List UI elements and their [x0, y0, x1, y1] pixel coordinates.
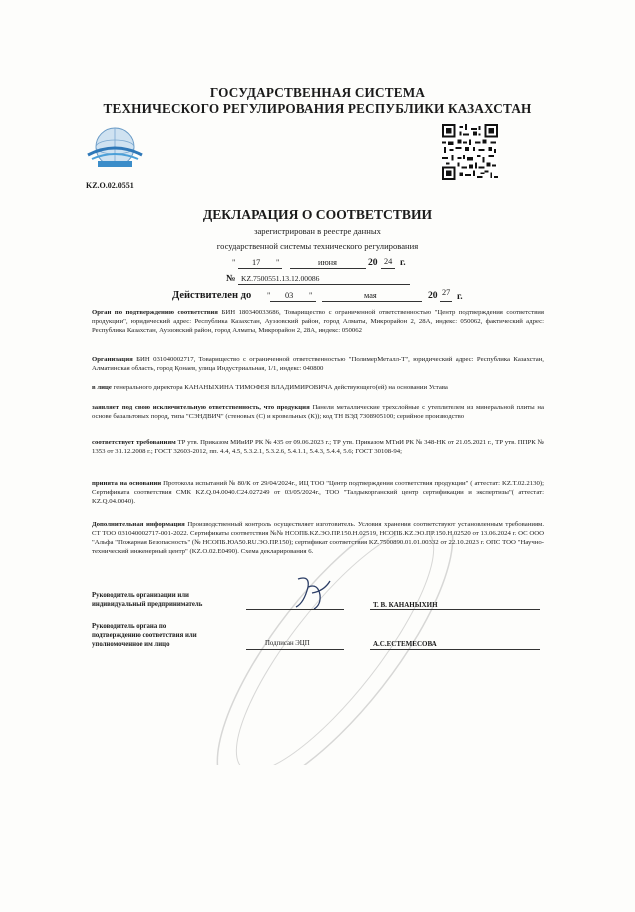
valid-close-quote: " — [309, 291, 313, 300]
organ-label: Орган по подтверждению соответствия — [92, 309, 218, 316]
valid-year-underline — [440, 301, 452, 302]
organ-signature-line — [246, 649, 344, 650]
valid-open-quote: " — [267, 291, 271, 300]
organ-name-line — [370, 649, 540, 650]
document-title: ДЕКЛАРАЦИЯ О СООТВЕТСТВИИ — [202, 207, 433, 222]
valid-month: мая — [364, 291, 377, 300]
stamp-watermark-icon — [170, 535, 500, 765]
declares-label: заявляет под свою исключительную ответственность, что продукция — [92, 404, 310, 411]
reg-day-underline — [238, 268, 282, 269]
valid-day-underline — [270, 301, 316, 302]
reg-year-underline — [381, 268, 395, 269]
reg-number-underline — [238, 284, 410, 285]
organization-label: Организация — [92, 356, 133, 363]
reg-year-prefix: 20 — [368, 257, 378, 268]
organ-head-label-1: Руководитель органа по — [92, 623, 167, 630]
representative-section — [92, 384, 544, 393]
organization-text: БИН 031040002717, Товарищество с ограниченной ответственностью "ПолимерМеталл-Т", юридический адрес: Республика Казахстан, Алматинская область, город Қонаев, улица Индустриальная, 1/1, индекс: 040800 — [92, 356, 544, 372]
close-quote: " — [276, 258, 280, 267]
subtitle-line-2: государственной системы технического регулирования — [216, 241, 419, 251]
requirements-section — [92, 439, 544, 457]
valid-year-prefix: 20 — [428, 290, 438, 301]
header-line-1: ГОСУДАРСТВЕННАЯ СИСТЕМА — [209, 85, 426, 100]
registry-number: KZ.O.02.0551 — [86, 181, 134, 190]
basis-section — [92, 480, 544, 507]
reg-year-suffix: 24 — [384, 257, 393, 266]
reg-month: июня — [318, 258, 337, 267]
reg-month-underline — [290, 268, 366, 269]
eds-signed: Подписан ЭЦП — [265, 640, 310, 647]
reg-year-label: г. — [400, 257, 406, 268]
head-label-2: индивидуальный предприниматель — [92, 601, 203, 608]
representative-label: в лице — [92, 384, 112, 391]
valid-year-suffix: 27 — [442, 288, 451, 297]
product-section — [92, 404, 544, 422]
gstr-emblem-icon — [84, 125, 146, 171]
valid-year-label: г. — [457, 291, 463, 302]
valid-month-underline — [322, 301, 422, 302]
requirements-text: ТР утв. Приказом МИиИР РК № 435 от 09.06.2023 г.; ТР утв. Приказом МТиИ РК № 348-НК от 21.05.2021 г., ТР утв. ППРК № 1353 от 31.12.2008 г.; ГОСТ 32603-2012, пп. 4.4, 4.5, 5.3.2.1, 5.3.2.6, 5.4.1.1, 5.4.3, 5.4.4, 5.6; ГОСТ 30108-94; — [92, 439, 544, 455]
representative-text: генерального директора КАНАНЫХИНА ТИМОФЕЯ ВЛАДИМИРОВИЧА действующего(ей) на основании Устава — [113, 384, 448, 391]
registration-number: KZ.7500551.13.12.00086 — [241, 274, 320, 283]
number-sign: № — [226, 274, 236, 284]
additional-info-label: Дополнительная информация — [92, 521, 185, 528]
organ-head-name: А.С.ЕСТЕМЕСОВА — [373, 640, 437, 648]
basis-text: Протокола испытаний № 80/К от 29/04/2024г., ИЦ ТОО "Центр подтверждения соответствия продукции" ( аттестат: KZ.T.02.2130); Сертификата соответствия СМК KZ.Q.04.0040.C24.027249 от 03/05/2024г., ТОО "Талдыкорганский центр сертификации и экспертизы"( аттестат: KZ.Q.04.0040). — [92, 480, 544, 505]
basis-label: принята на основании — [92, 480, 162, 487]
organ-head-label-2: подтверждению соответствия или — [92, 632, 197, 639]
head-signature-line — [246, 609, 344, 610]
qr-code-icon — [442, 124, 498, 180]
head-name: Т. В. КАНАНЫХИН — [373, 601, 438, 609]
subtitle-line-1: зарегистрирован в реестре данных — [254, 226, 381, 236]
organ-section — [92, 309, 544, 336]
requirements-label: соответствует требованиям — [92, 439, 176, 446]
open-quote: " — [232, 258, 236, 267]
head-label-1: Руководитель организации или — [92, 592, 189, 599]
product-text: Панели металлические трехслойные с утеплителем из минеральной плиты на основе базальтовых пород, типа "СЭНДВИЧ" (стеновых (С) и кровельных (К)); код ТН ВЭД 7308905100; серийное производство — [92, 404, 545, 420]
valid-day: 03 — [285, 291, 294, 300]
valid-until-label: Действителен до — [172, 290, 252, 301]
head-name-line — [370, 609, 540, 610]
organization-section — [92, 356, 544, 374]
signature-icon — [290, 573, 335, 613]
reg-day: 17 — [252, 258, 261, 267]
organ-text: БИН 180340033686, Товарищество с ограниченной ответственностью "Центр подтверждения соответствия продукции", юридический адрес: Республика Казахстан, Ауэзовский район, город Алматы, Микрорайон 2, 28А, индекс: 050062, фактический адрес: Республика Казахстан, Ауэзовский район, город Алматы, Микрорайон 2, 28А, индекс: 050062 — [92, 309, 545, 334]
organ-head-label-3: уполномоченное им лицо — [92, 641, 170, 648]
header-line-2: ТЕХНИЧЕСКОГО РЕГУЛИРОВАНИЯ РЕСПУБЛИКИ КАЗАХСТАН — [103, 101, 532, 116]
additional-info-text: Производственный контроль осуществляет изготовитель. Условия хранения соответствуют установленным требованиям. СТ ТОО 031040002717-001-2022. Сертификаты соответствия №№ НСОПБ.KZ.ЭО.ПР.150.Н.02519, НСОПБ.KZ.ЭО.ПР.150.Н.02520 от 13.06.2024 г. ОС ООО "Альфа "Пожарная Безопасность" (№ НСОПБ.ЮА50.RU.ЭО.ПР.150); сертификат соответствия KZ.7500890.01.01.00332 от 22.10.2023 г. ОПС ТОО "Научно-технический инженерный центр" (KZ.O.02.E0490). Схема декларирования 6. — [92, 521, 545, 555]
